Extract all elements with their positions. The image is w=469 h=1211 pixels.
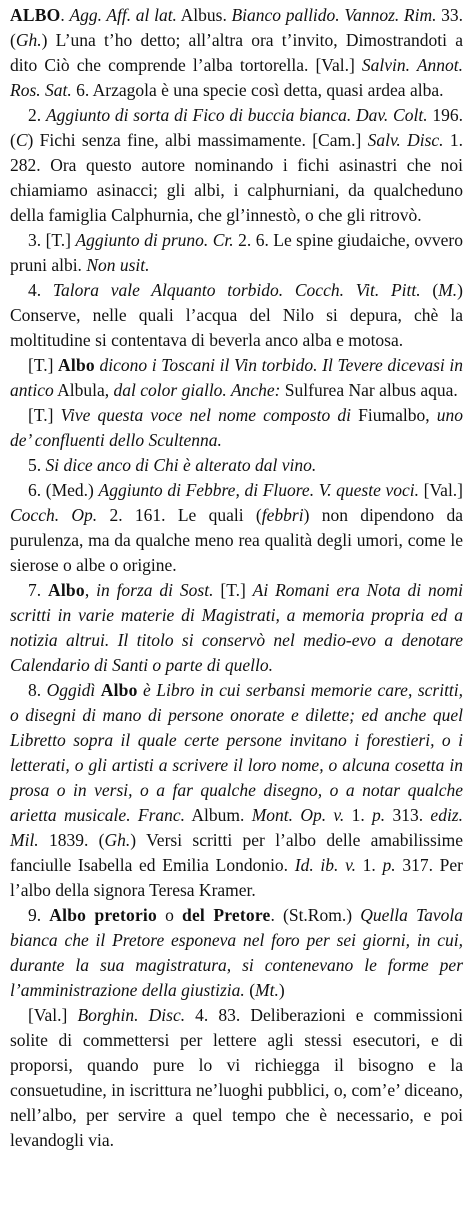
entry-text-run: Agg. Aff. al lat.: [69, 5, 177, 25]
entry-text-run: 2.: [28, 105, 46, 125]
entry-text-run: 5.: [28, 455, 46, 475]
entry-text-run: dal color giallo. Anche:: [113, 380, 281, 400]
entry-text-run: ,: [84, 580, 97, 600]
entry-text-run: è Libro in cui serbansi memorie care, scritti, o disegni di mano di persone onorate e dilette; ed anche quel Libretto sopra il quale certe persone invitano i forestieri, o i letterati, o gli artisti a scrivere il loro nome, o alcuna cosetta in prosa o in versi, o a far qualche disegno, o a notar qualche arietta musicale. Franc.: [10, 680, 464, 825]
entry-text-run: ) L’una t’ho detto; all’altra ora t’invito, Dimostrandoti a dito Ciò che comprende l’alba tortorella. [Val.]: [10, 30, 463, 75]
entry-text-run: 2. 161. Le quali (: [97, 505, 262, 525]
entry-text-run: Aggiunto di sorta di Fico di buccia bianca. Dav. Colt.: [45, 105, 428, 125]
entry-text-run: 8.: [28, 680, 47, 700]
entry-text-run: Gh.: [104, 830, 131, 850]
entry-text-run: 9.: [28, 905, 50, 925]
entry-text-run: ediz. Mil.: [10, 805, 463, 850]
entry-text-run: Si dice anco di Chi è alterato dal vino.: [45, 455, 317, 475]
entry-text-run: 1.: [355, 855, 383, 875]
entry-text-run: Fiumalbo,: [350, 405, 437, 425]
entry-text-run: uno de’ confluenti dello Scultenna.: [10, 405, 463, 450]
entry-text-run: Gh.: [15, 30, 42, 50]
entry-text-run: [T.]: [28, 405, 61, 425]
entry-sense-4: [10, 278, 463, 353]
entry-text-run: Mt.: [255, 980, 279, 1000]
entry-text-run: 33. (: [10, 5, 464, 50]
entry-text-run: 7.: [28, 580, 49, 600]
entry-text-run: Id. ib. v.: [294, 855, 356, 875]
entry-text-run: Non usit.: [86, 255, 150, 275]
entry-text-run: 1. 282. Ora questo autore nominando i fichi asinastri che noi chiamiamo asinacci; gli albi, i calphurniani, da qualcheduno della famiglia Calphurnia, che gl’innestò, o che gli ritrovò.: [10, 130, 463, 225]
entry-text-run: Albula,: [53, 380, 114, 400]
entry-text-run: Bianco pallido. Vannoz. Rim.: [231, 5, 437, 25]
entry-text-run: 196. (: [10, 105, 464, 150]
entry-sense-2: [10, 103, 463, 228]
entry-sense-7: [10, 578, 463, 678]
entry-text-run: Talora vale Alquanto torbido. Cocch. Vit. Pitt.: [52, 280, 421, 300]
entry-text-run: Albus.: [176, 5, 232, 25]
entry-text-run: ) Fichi senza fine, albi massimamente. [Cam.]: [27, 130, 368, 150]
entry-text-run: Aggiunto di Febbre, di Fluore. V. queste voci.: [98, 480, 420, 500]
entry-sense-8: [10, 678, 463, 903]
entry-text-run: ): [278, 980, 285, 1000]
entry-text-run: Salv. Disc.: [367, 130, 444, 150]
entry-text-run: 1.: [344, 805, 373, 825]
entry-text-run: Cocch. Op.: [10, 505, 98, 525]
entry-citation-borghini: [10, 1003, 463, 1153]
entry-text-run: [T.]: [28, 355, 59, 375]
entry-text-run: in forza di Sost.: [96, 580, 214, 600]
entry-text-run: ) Conserve, nelle quali l’acqua del Nilo si depura, chè la moltitudine si contentava di beverla anco alba e motosa.: [10, 280, 463, 350]
entry-text-run: [T.]: [213, 580, 253, 600]
entry-text-run: 317. Per l’albo della signora Teresa Kramer.: [10, 855, 464, 900]
entry-text-run: .: [60, 5, 70, 25]
entry-text-run: Album.: [185, 805, 252, 825]
entry-text-run: Borghin. Disc.: [77, 1005, 186, 1025]
entry-sense-3: [10, 228, 463, 278]
entry-sense-5: [10, 453, 463, 478]
entry-text-run: Aggiunto di pruno. Cr.: [75, 230, 234, 250]
entry-albo-headword: [10, 3, 463, 103]
entry-text-run: del Pretore: [182, 905, 271, 925]
entry-text-run: Salvin. Annot. Ros. Sat.: [10, 55, 463, 100]
entry-note-vin-torbido: [10, 353, 463, 403]
entry-note-fiumalbo: [10, 403, 463, 453]
entry-text-run: Mont. Op. v.: [251, 805, 345, 825]
entry-text-run: Sulfurea Nar albus aqua.: [280, 380, 458, 400]
entry-text-run: ) Versi scritti per l’albo delle amabilissime fanciulle Isabella ed Emilia Londonio.: [10, 830, 463, 875]
entry-text-run: 6. (Med.): [28, 480, 99, 500]
entry-text-run: 313.: [385, 805, 431, 825]
entry-text-run: 4. 83. Deliberazioni e commissioni solite di commettersi per lettere agli stessi esecutori, e di proporsi, quando pure lo vi richiegga il bisogno e la consuetudine, in iscrittura ne’luoghi pubblici, o, com’e’ diceano, nell’albo, per servire a quel tempo che è necessario, e poi levandogli via.: [10, 1005, 464, 1150]
entry-text-run: 3. [T.]: [28, 230, 76, 250]
entry-text-run: Oggidì: [46, 680, 96, 700]
entry-text-run: . (St.Rom.): [270, 905, 361, 925]
entry-text-run: dicono i Toscani il Vin torbido. Il Tevere dicevasi in antico: [10, 355, 463, 400]
entry-text-run: C: [15, 130, 28, 150]
entry-text-run: [Val.]: [28, 1005, 78, 1025]
entry-text-run: Albo pretorio: [49, 905, 157, 925]
entry-text-run: Albo: [48, 580, 85, 600]
entry-text-run: Quella Tavola bianca che il Pretore esponeva nel foro per sei giorni, in cui, durante la sua magistratura, si contenevano le forme per l’amministrazione della giustizia.: [10, 905, 463, 1000]
entry-text-run: o: [156, 905, 183, 925]
entry-text-run: Ai Romani era Nota di nomi scritti in varie materie di Magistrati, a memoria propria ed a notizia altrui. Il titolo si conservò nel medio-evo a denotare Calendario di Santi o parte di quello.: [10, 580, 464, 675]
entry-text-run: M.: [438, 280, 458, 300]
entry-text-run: ) non dipendono da purulenza, ma da qualche meno rea qualità degli umori, come le sierose o albe o origine.: [10, 505, 463, 575]
entry-text-run: Albo: [58, 355, 95, 375]
entry-text-run: 2. 6. Le spine giudaiche, ovvero pruni albi.: [10, 230, 463, 275]
entry-text-run: (: [244, 980, 256, 1000]
entry-sense-6: [10, 478, 463, 578]
entry-text-run: Vive questa voce nel nome composto di: [60, 405, 351, 425]
entry-text-run: ALBO: [10, 5, 61, 25]
entry-text-run: febbri: [261, 505, 304, 525]
entry-text-run: [Val.]: [419, 480, 464, 500]
entry-text-run: 6. Arzagola è una specie così detta, quasi ardea alba.: [71, 80, 444, 100]
entry-text-run: 1839. (: [38, 830, 105, 850]
entry-sense-9: [10, 903, 463, 1003]
entry-text-run: 4.: [28, 280, 53, 300]
entry-text-run: p.: [382, 855, 396, 875]
entry-text-run: (: [420, 280, 439, 300]
entry-text-run: p.: [372, 805, 386, 825]
entry-text-run: Albo: [100, 680, 138, 700]
